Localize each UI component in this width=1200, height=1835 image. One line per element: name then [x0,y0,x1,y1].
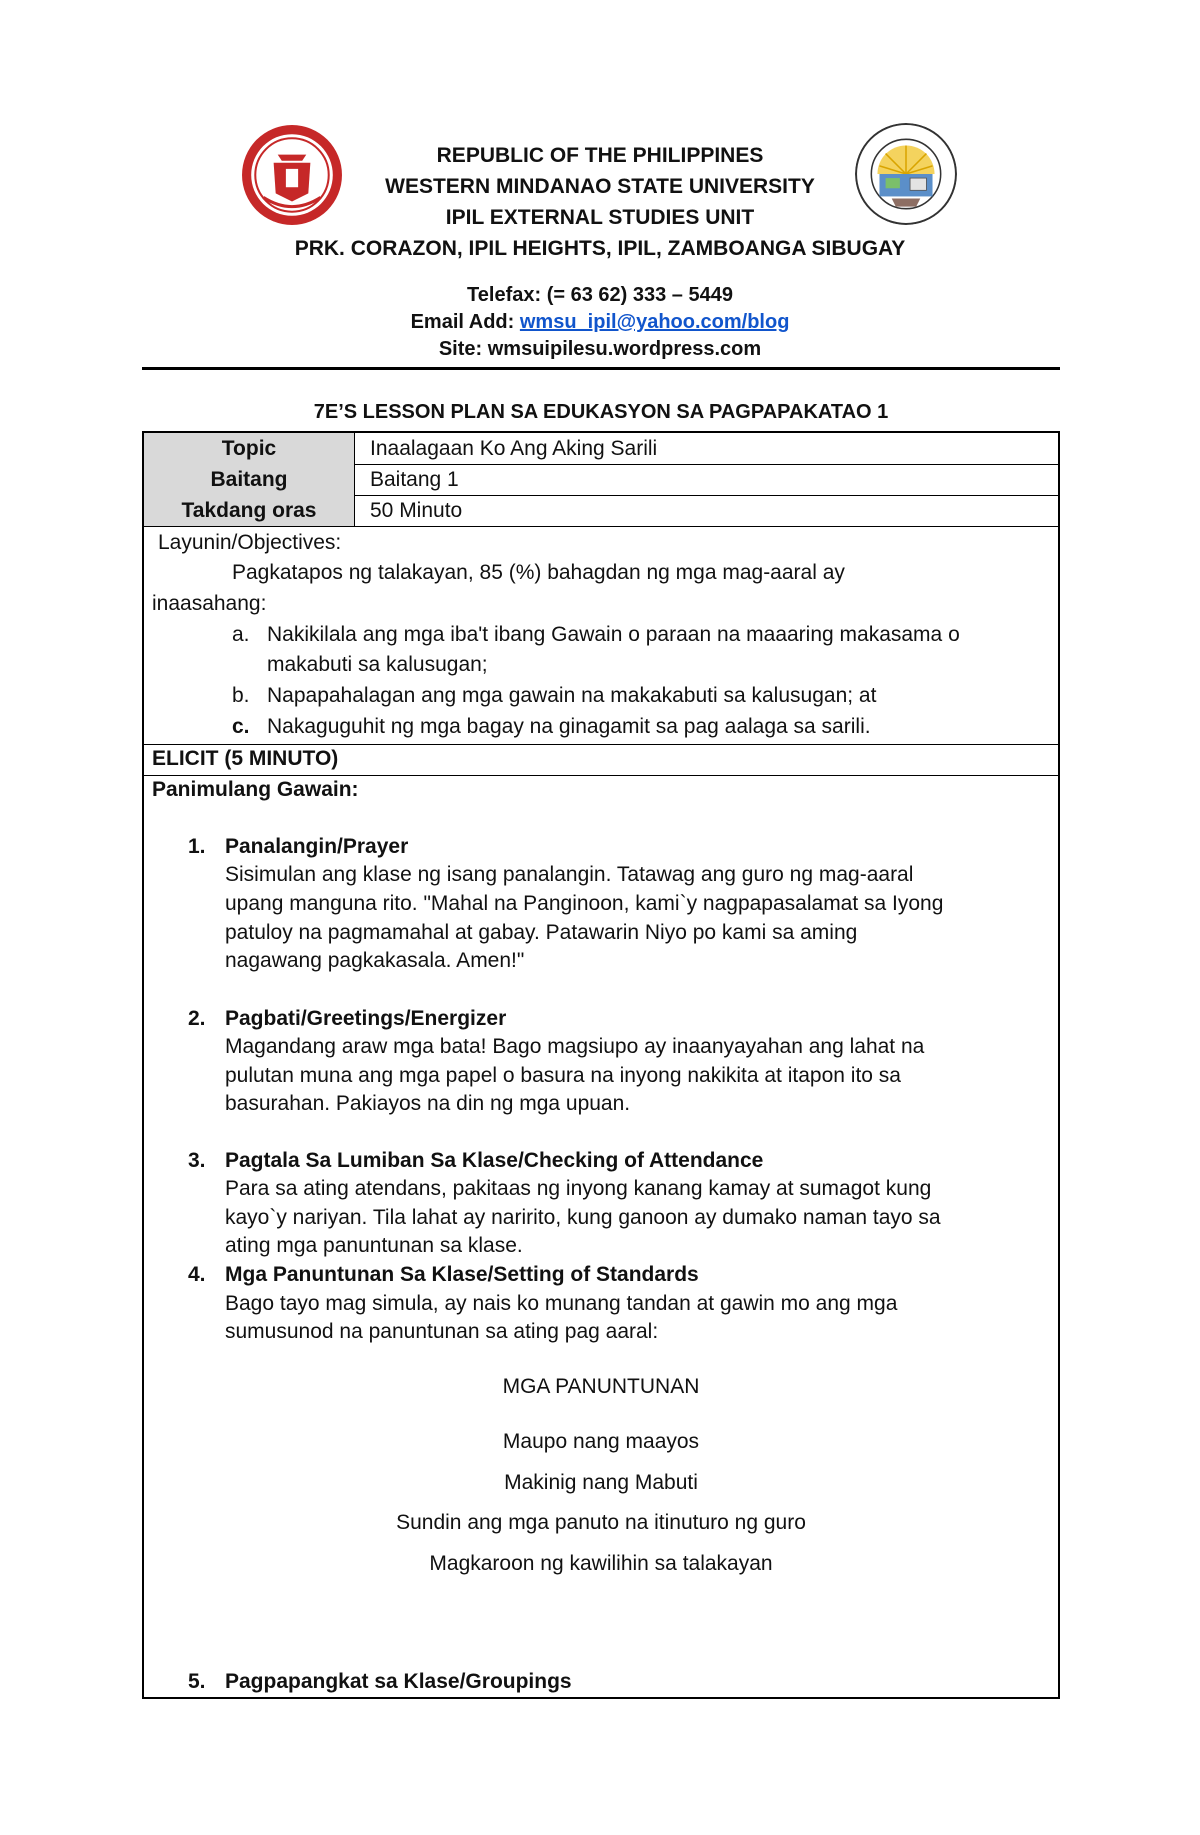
info-key: Baitang [144,464,355,495]
header-line-4: PRK. CORAZON, IPIL HEIGHTS, IPIL, ZAMBOANGA SIBUGAY [294,237,906,260]
header-divider [142,367,1060,370]
header-line-2: WESTERN MINDANAO STATE UNIVERSITY [385,175,815,198]
step-text: nagawang pagkakasala. Amen!" [225,949,525,972]
step-text: ating mga panuntunan sa klase. [225,1234,523,1257]
info-row-topic [144,433,1058,465]
rules-heading: MGA PANUNTUNAN [502,1375,700,1398]
step-number: 3. [188,1149,206,1172]
info-key: Topic [144,433,355,464]
rule-item: Makinig nang Mabuti [504,1471,698,1494]
objectives-intro: Pagkatapos ng talakayan, 85 (%) bahagdan ng mga mag-aaral ay [232,561,845,584]
rule-item: Maupo nang maayos [502,1430,700,1453]
rule-item: Magkaroon ng kawilihin sa talakayan [429,1552,773,1575]
step-number: 1. [188,835,206,858]
step-text: kayo`y nariyan. Tila lahat ay naririto, kung ganoon ay dumako naman tayo sa [225,1206,941,1229]
step-number: 5. [188,1670,206,1693]
step-number: 2. [188,1007,206,1030]
step-text: Bago tayo mag simula, ay nais ko munang tandan at gawin mo ang mga [225,1292,898,1315]
objectives-heading: Layunin/Objectives: [158,531,342,554]
objectives-intro-cont: inaasahang: [152,592,267,615]
step-text: sumusunod na panuntunan sa ating pag aaral: [225,1320,659,1343]
info-key: Takdang oras [144,495,355,526]
email-label: Email Add: [410,311,520,333]
step-text: upang manguna rito. "Mahal na Panginoon, kami`y nagpapasalamat sa Iyong [225,892,944,915]
objective-text: Nakikilala ang mga iba't ibang Gawain o paraan na maaaring makasama o [267,623,960,646]
info-value: Inaalagaan Ko Ang Aking Sarili [370,437,658,460]
info-value: 50 Minuto [370,499,463,522]
elicit-subheading: Panimulang Gawain: [152,778,359,801]
email-link[interactable]: wmsu_ipil@yahoo.com/blog [519,311,790,333]
lesson-plan-table [142,431,1060,1699]
step-text: patuloy na pagmamahal at gabay. Patawarin Niyo po kami sa aming [225,921,858,944]
elicit-heading: ELICIT (5 MINUTO) [152,747,339,770]
rule-item: Sundin ang mga panuto na itinuturo ng guro [396,1511,806,1534]
objective-text: Nakaguguhit ng mga bagay na ginagamit sa pag aalaga sa sarili. [267,715,871,738]
header-line-1: REPUBLIC OF THE PHILIPPINES [436,144,764,167]
objective-text: makabuti sa kalusugan; [267,653,488,676]
telefax: Telefax: (= 63 62) 333 – 5449 [467,284,733,306]
objective-text: Napapahalagan ang mga gawain na makakabuti sa kalusugan; at [267,684,877,707]
info-value: Baitang 1 [370,468,459,491]
step-text: Para sa ating atendans, pakitaas ng inyong kanang kamay at sumagot kung [225,1177,932,1200]
site-line: Site: wmsuipilesu.wordpress.com [438,338,762,360]
header-line-3: IPIL EXTERNAL STUDIES UNIT [445,206,755,229]
document-title: 7E’S LESSON PLAN SA EDUKASYON SA PAGPAPAKATAO 1 [313,401,889,423]
objective-marker: a. [232,623,250,646]
step-title: Pagbati/Greetings/Energizer [225,1007,507,1030]
step-title: Panalangin/Prayer [225,835,409,858]
info-row-takdang-oras [144,495,1058,527]
step-text: pulutan muna ang mga papel o basura na inyong nakikita at itapon ito sa [225,1064,901,1087]
info-row-baitang [144,464,1058,496]
step-text: Magandang araw mga bata! Bago magsiupo ay inaanyayahan ang lahat na [225,1035,925,1058]
step-text: basurahan. Pakiayos na din ng mga upuan. [225,1092,631,1115]
objective-marker: c. [232,715,250,738]
step-title: Pagtala Sa Lumiban Sa Klase/Checking of Attendance [225,1149,764,1172]
step-text: Sisimulan ang klase ng isang panalangin. Tatawag ang guro ng mag-aaral [225,863,914,886]
email-line [260,309,940,335]
step-title: Pagpapangkat sa Klase/Groupings [225,1670,572,1693]
step-number: 4. [188,1263,206,1286]
objective-marker: b. [232,684,250,707]
step-title: Mga Panuntunan Sa Klase/Setting of Standards [225,1263,699,1286]
